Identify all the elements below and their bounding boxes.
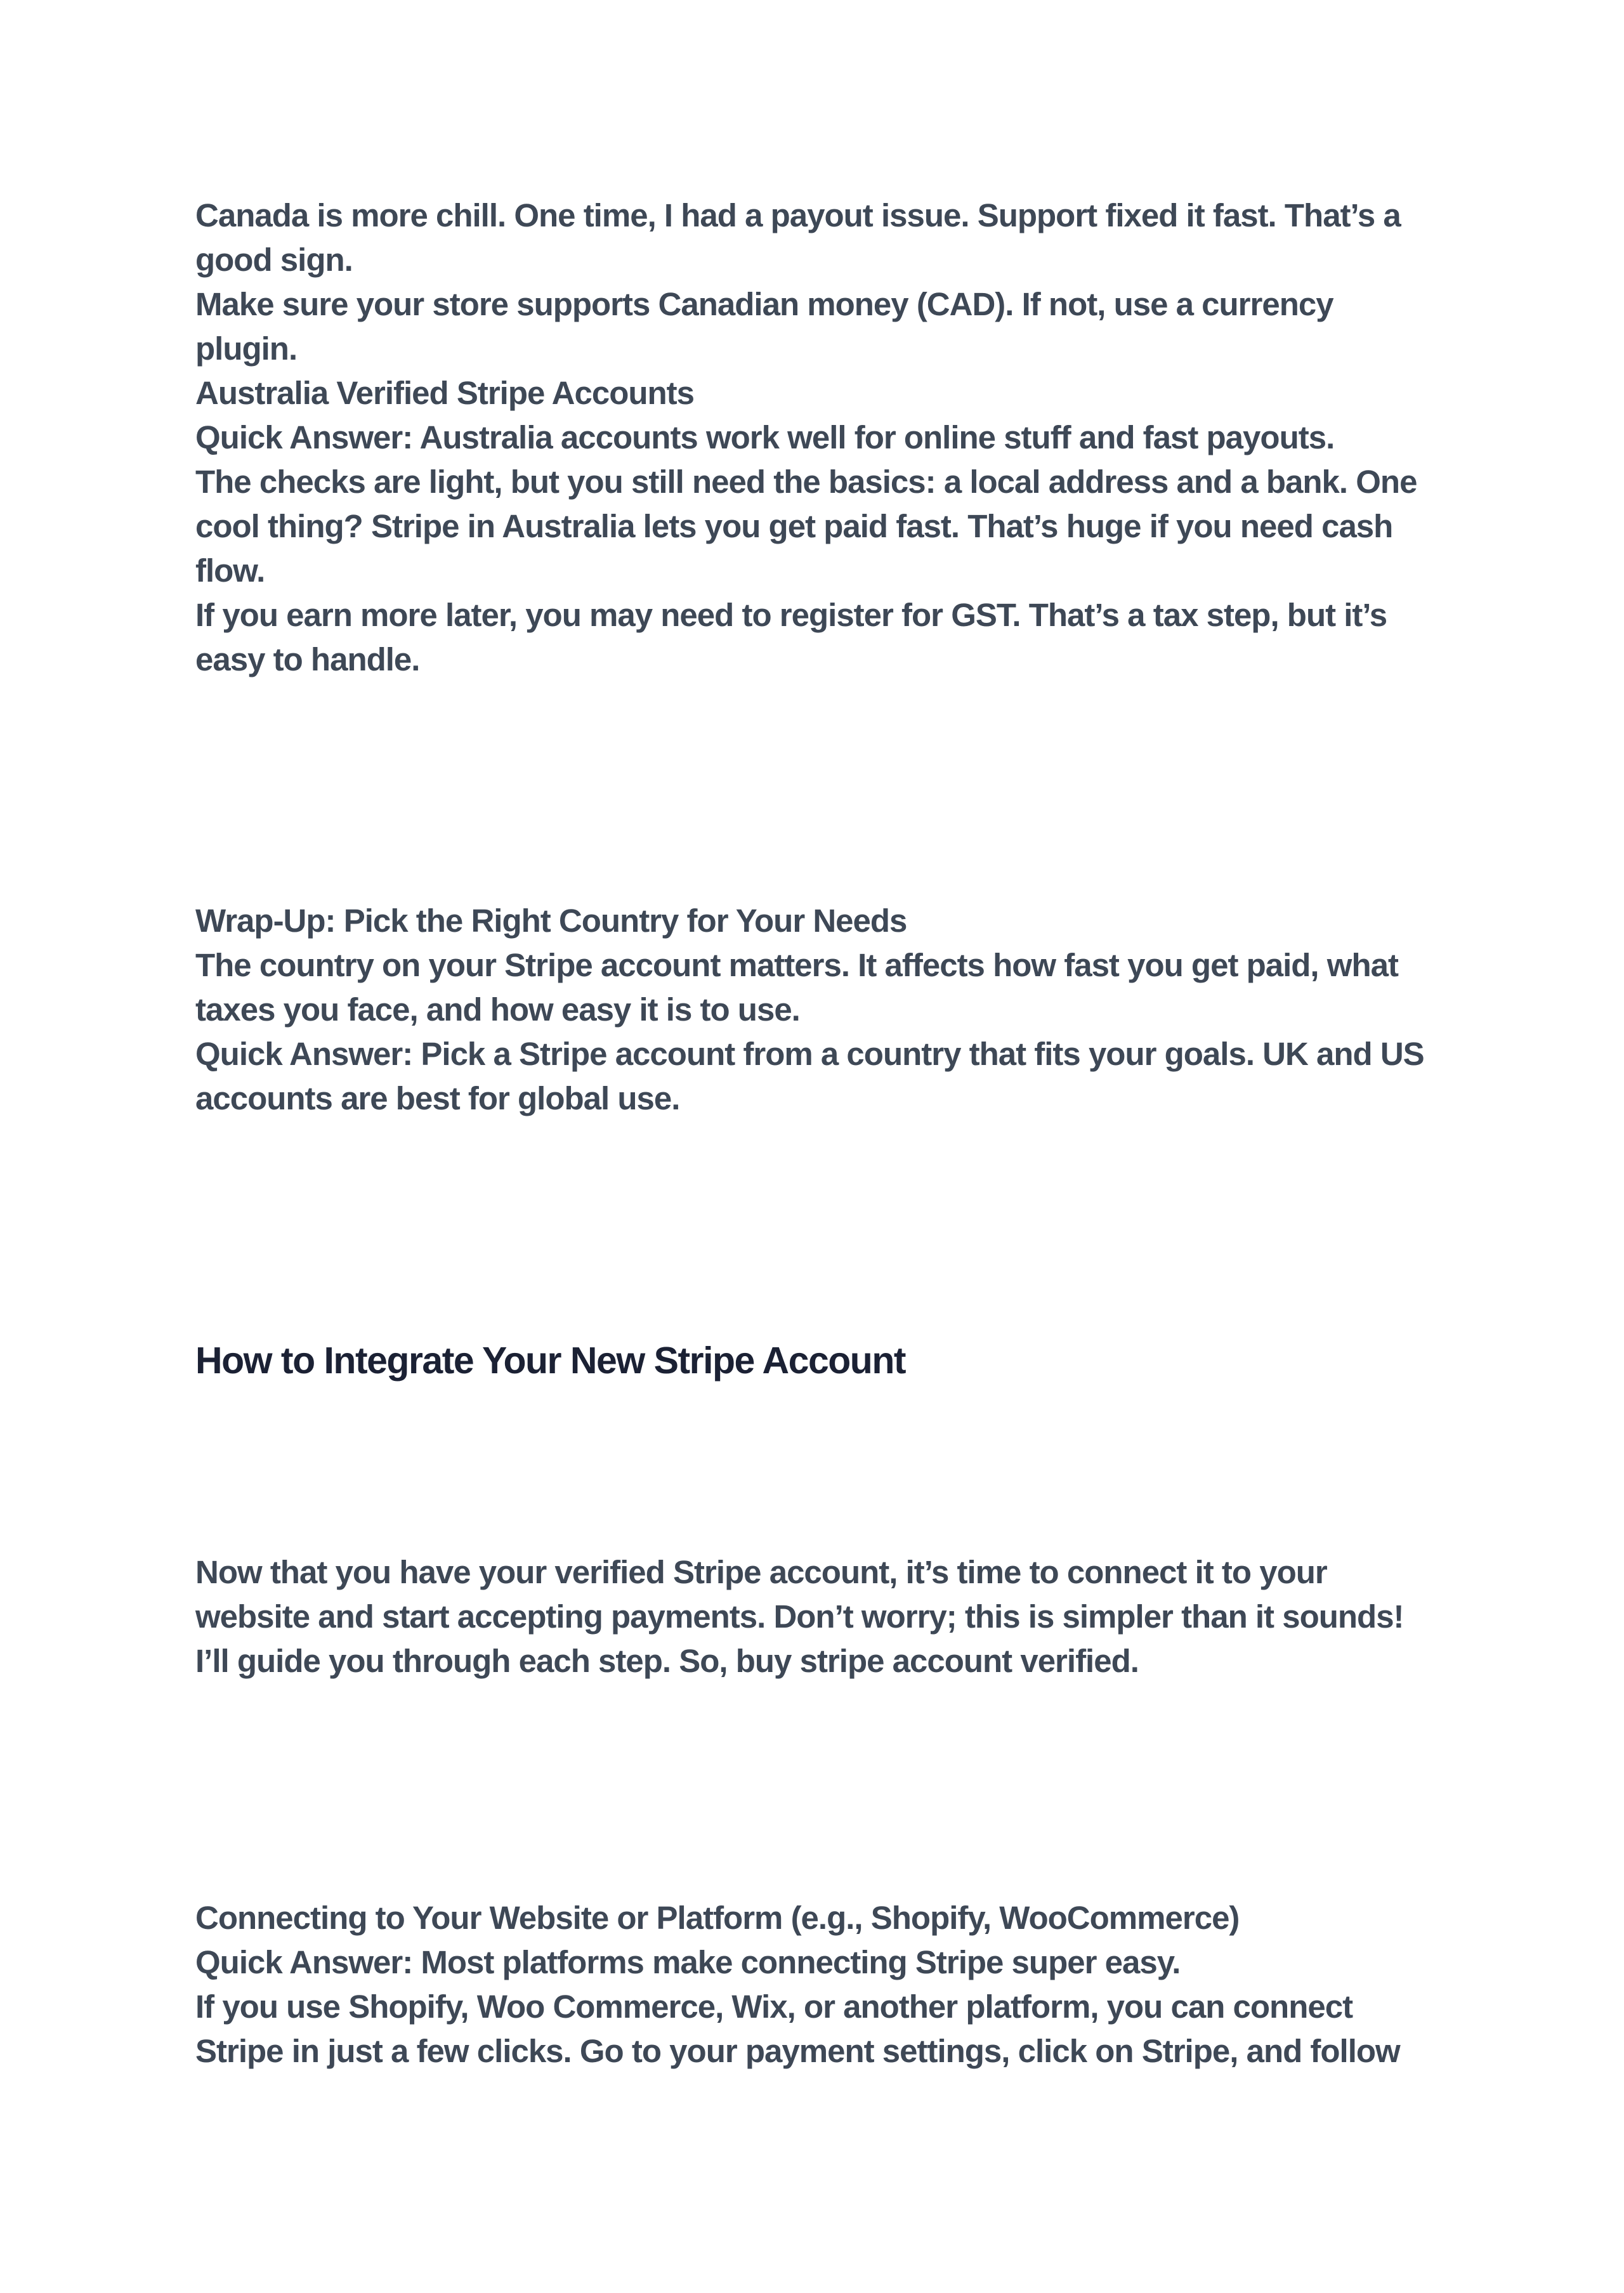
body-text-line: Now that you have your verified Stripe account, it’s time to connect it to your — [195, 1554, 1327, 1590]
body-text-line: website and start accepting payments. Don’t worry; this is simpler than it sounds! — [195, 1598, 1404, 1635]
section-wrap-up — [195, 899, 1439, 1121]
body-text-line: easy to handle. — [195, 641, 420, 677]
body-text-line: accounts are best for global use. — [195, 1080, 680, 1116]
body-text-line: Make sure your store supports Canadian money (CAD). If not, use a currency — [195, 286, 1333, 322]
body-text-line: good sign. — [195, 242, 353, 278]
section-connecting-platform — [195, 1896, 1439, 2074]
body-text-line: Stripe in just a few clicks. Go to your payment settings, click on Stripe, and follow — [195, 2033, 1400, 2069]
subheading-line-australia: Australia Verified Stripe Accounts — [195, 375, 695, 411]
body-text-line: flow. — [195, 552, 265, 589]
section-australia-stripe-accounts — [195, 193, 1439, 682]
body-text-line: Quick Answer: Most platforms make connecting Stripe super easy. — [195, 1944, 1181, 1980]
body-text-line: taxes you face, and how easy it is to use. — [195, 991, 800, 1028]
subheading-line-wrap-up: Wrap-Up: Pick the Right Country for Your Needs — [195, 903, 907, 939]
page-heading-integrate: How to Integrate Your New Stripe Account — [195, 1340, 906, 1382]
body-text-line: Canada is more chill. One time, I had a payout issue. Support fixed it fast. That’s a — [195, 197, 1401, 233]
section-integrate-heading — [195, 1334, 1439, 1387]
body-text-line: The checks are light, but you still need the basics: a local address and a bank. One — [195, 464, 1417, 500]
body-text-line: cool thing? Stripe in Australia lets you get paid fast. That’s huge if you need cash — [195, 508, 1393, 544]
body-text-line: If you earn more later, you may need to register for GST. That’s a tax step, but it’s — [195, 597, 1387, 633]
body-text-line: Quick Answer: Australia accounts work well for online stuff and fast payouts. — [195, 419, 1335, 455]
body-text-line: The country on your Stripe account matters. It affects how fast you get paid, what — [195, 947, 1398, 983]
body-text-line: If you use Shopify, Woo Commerce, Wix, or another platform, you can connect — [195, 1989, 1353, 2025]
body-text-line: Quick Answer: Pick a Stripe account from a country that fits your goals. UK and US — [195, 1036, 1424, 1072]
body-text-line: plugin. — [195, 330, 298, 367]
section-integrate-intro — [195, 1550, 1439, 1683]
body-text-line: I’ll guide you through each step. So, buy stripe account verified. — [195, 1643, 1139, 1679]
subheading-line-connecting: Connecting to Your Website or Platform (e.g., Shopify, WooCommerce) — [195, 1900, 1240, 1936]
